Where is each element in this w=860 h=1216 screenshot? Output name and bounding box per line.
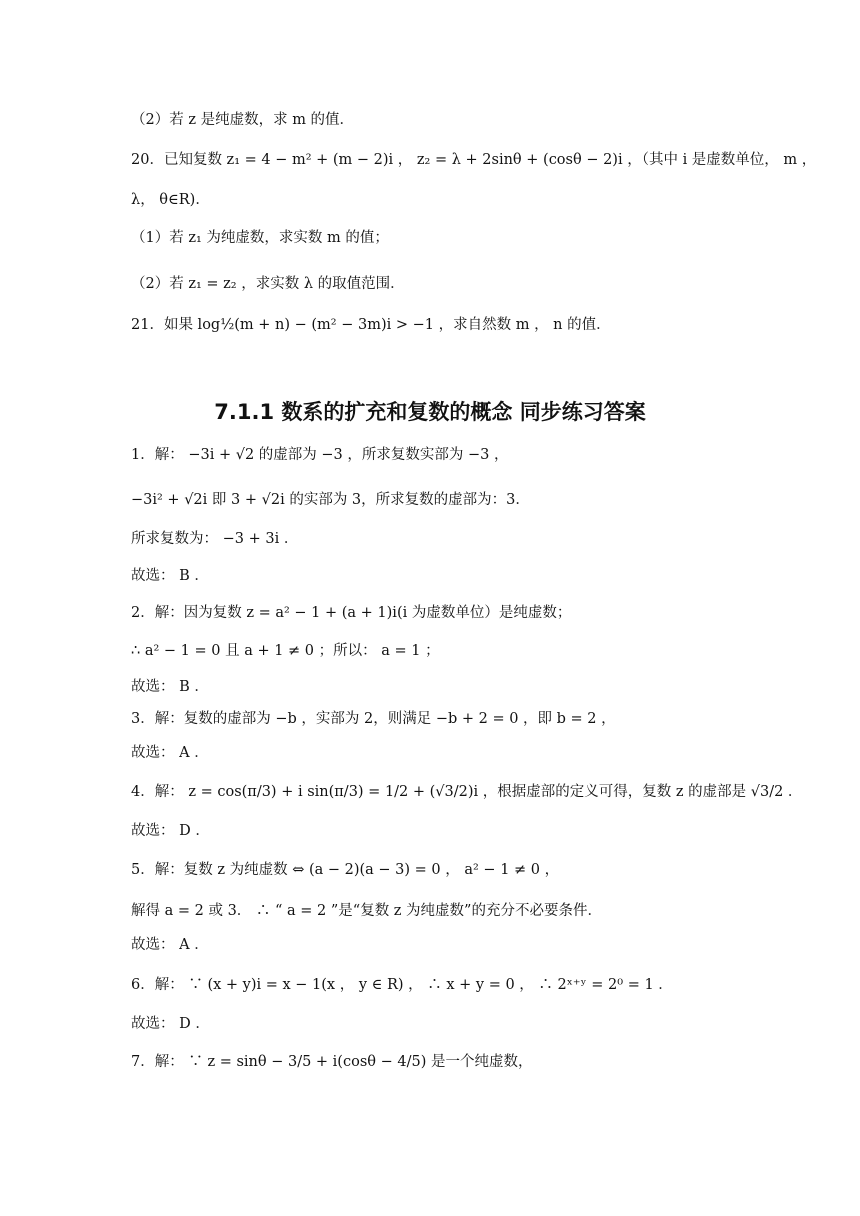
question-line: （2）若 z 是纯虚数，求 m 的值．: [131, 112, 355, 128]
answer-title: 7.1.1 数系的扩充和复数的概念 同步练习答案: [214, 400, 646, 424]
answer-line: 故选： D ．: [131, 1016, 210, 1032]
answer-line: 3．解：复数的虚部为 −b ，实部为 2，则满足 −b + 2 = 0 ，即 b = 2 ，: [131, 711, 616, 727]
answer-line: 故选： A ．: [131, 745, 209, 761]
answer-line: 故选： B ．: [131, 568, 209, 584]
answer-line: 6．解： ∵ (x + y)i = x − 1(x ， y ∈ R) ， ∴ x + y = 0 ， ∴ 2ˣ⁺ʸ = 2⁰ = 1 ．: [131, 977, 673, 993]
answer-line: 1．解： −3i + √2 的虚部为 −3 ，所求复数实部为 −3 ，: [131, 447, 509, 463]
answer-line: 故选： B ．: [131, 679, 209, 695]
answer-line: 5．解：复数 z 为纯虚数 ⇔ (a − 2)(a − 3) = 0 ， a² − 1 ≠ 0 ，: [131, 862, 560, 878]
question-line: （1）若 z₁ 为纯虚数，求实数 m 的值；: [131, 230, 389, 246]
answer-line: 7．解： ∵ z = sinθ − 3/5 + i(cosθ − 4/5) 是一个纯虚数，: [131, 1054, 533, 1070]
answer-line: 所求复数为： −3 + 3i ．: [131, 531, 299, 547]
answer-line: 4．解： z = cos(π/3) + i sin(π/3) = 1/2 + (√3/2)i ，根据虚部的定义可得，复数 z 的虚部是 √3/2 ．: [131, 784, 803, 800]
question-line: 21．如果 log½(m + n) − (m² − 3m)i > −1 ，求自然数 m ， n 的值．: [131, 317, 611, 333]
answer-line: 2．解：因为复数 z = a² − 1 + (a + 1)i(i 为虚数单位）是纯虚数；: [131, 605, 572, 621]
answer-line: ∴ a² − 1 = 0 且 a + 1 ≠ 0 ；所以： a = 1 ；: [131, 643, 440, 659]
question-line: λ， θ∈R)．: [131, 192, 210, 208]
answer-line: 解得 a = 2 或 3． ∴ “ a = 2 ”是“复数 z 为纯虚数”的充分不必要条件．: [131, 903, 602, 919]
answer-line: −3i² + √2i 即 3 + √2i 的实部为 3，所求复数的虚部为：3．: [131, 492, 530, 508]
answer-line: 故选： A ．: [131, 937, 209, 953]
answer-line: 故选： D ．: [131, 823, 210, 839]
question-line: 20．已知复数 z₁ = 4 − m² + (m − 2)i ， z₂ = λ + 2sinθ + (cosθ − 2)i ，（其中 i 是虚数单位， m ，: [131, 152, 817, 168]
question-line: （2）若 z₁ = z₂ ，求实数 λ 的取值范围．: [131, 276, 405, 292]
